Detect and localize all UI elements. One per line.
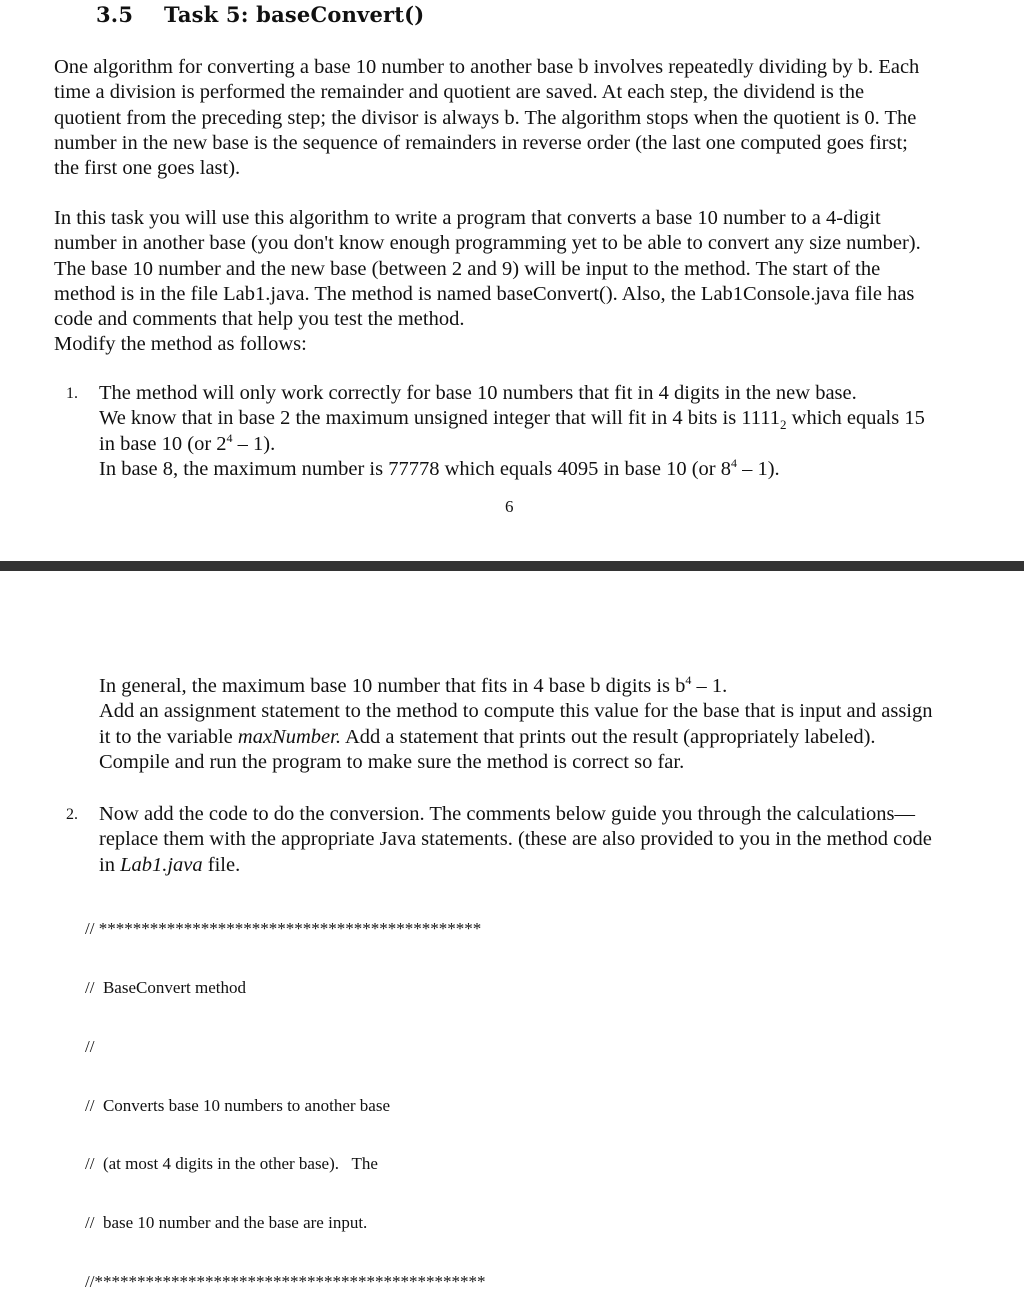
- item1-cont-line: it to the variable maxNumber. Add a statement that prints out the result (appropriately labeled).: [99, 725, 876, 748]
- intro-paragraph: [54, 55, 994, 181]
- task-line: method is in the file Lab1.java. The method is named baseConvert(). Also, the Lab1Console.java file has: [54, 282, 915, 305]
- list-marker-2: 2.: [66, 806, 78, 823]
- intro-line: the first one goes last).: [54, 157, 241, 180]
- page-number: 6: [505, 497, 514, 516]
- code-line: // (at most 4 digits in the other base). The: [85, 1154, 378, 1174]
- section-number: 3.5: [96, 2, 134, 27]
- list-marker-1: 1.: [66, 385, 78, 402]
- task-paragraph: [54, 206, 994, 358]
- code-line: //: [85, 1036, 95, 1056]
- intro-line: time a division is performed the remainder and quotient are saved. At each step, the dividend is the: [54, 81, 865, 104]
- page-divider: [0, 561, 1024, 571]
- item1-cont-line: Add an assignment statement to the method to compute this value for the base that is input and assign: [99, 700, 933, 723]
- item1-line: In base 8, the maximum number is 77778 which equals 4095 in base 10 (or $8^4 - 1$).: [99, 456, 780, 480]
- section-title: Task 5: baseConvert(): [164, 2, 425, 27]
- variable-name: maxNumber.: [237, 725, 341, 748]
- list-item-2: [99, 802, 999, 878]
- code-line: // *********************************************: [85, 919, 482, 939]
- task-line: The base 10 number and the new base (between 2 and 9) will be input to the method. The start of the: [54, 257, 881, 280]
- item1-line: in base 10 (or $2^4 - 1$).: [99, 430, 276, 455]
- task-line: In this task you will use this algorithm to write a program that converts a base 10 number to a 4-digit: [54, 207, 881, 229]
- item1-cont-line: Compile and run the program to make sure the method is correct so far.: [99, 750, 685, 773]
- intro-line: One algorithm for converting a base 10 number to another base b involves repeatedly dividing by b. Each: [54, 56, 920, 78]
- task-line: number in another base (you don't know enough programming yet to be able to convert any size number).: [54, 232, 921, 255]
- intro-line: quotient from the preceding step; the divisor is always b. The algorithm stops when the quotient is 0. The: [54, 106, 917, 129]
- item2-line: replace them with the appropriate Java statements. (these are also provided to you in the method code: [99, 828, 932, 851]
- code-line: // Converts base 10 numbers to another base: [85, 1095, 390, 1115]
- task-line: Modify the method as follows:: [54, 333, 307, 356]
- intro-line: number in the new base is the sequence of remainders in reverse order (the last one computed goes first;: [54, 131, 908, 154]
- item1-cont-line: In general, the maximum base 10 number that fits in 4 base b digits is $b^4 - 1$.: [99, 673, 728, 697]
- code-line: // base 10 number and the base are input.: [85, 1213, 368, 1233]
- code-line: //**********************************************: [85, 1271, 486, 1291]
- file-name: Lab1.java: [120, 853, 203, 876]
- section-heading: [96, 2, 424, 27]
- item1-line: We know that in base 2 the maximum unsigned integer that will fit in 4 bits is $1111_2$ which equals 15: [99, 407, 925, 433]
- item2-line: Now add the code to do the conversion. The comments below guide you through the calculations—: [99, 803, 916, 825]
- code-comment-block: [85, 880, 485, 1311]
- item1-line: The method will only work correctly for base 10 numbers that fit in 4 digits in the new base.: [99, 382, 857, 404]
- list-item-1: [99, 381, 999, 482]
- list-item-1-continued: [99, 674, 999, 775]
- code-line: // BaseConvert method: [85, 977, 247, 997]
- item2-line: in Lab1.java file.: [99, 853, 241, 876]
- task-line: code and comments that help you test the method.: [54, 308, 465, 331]
